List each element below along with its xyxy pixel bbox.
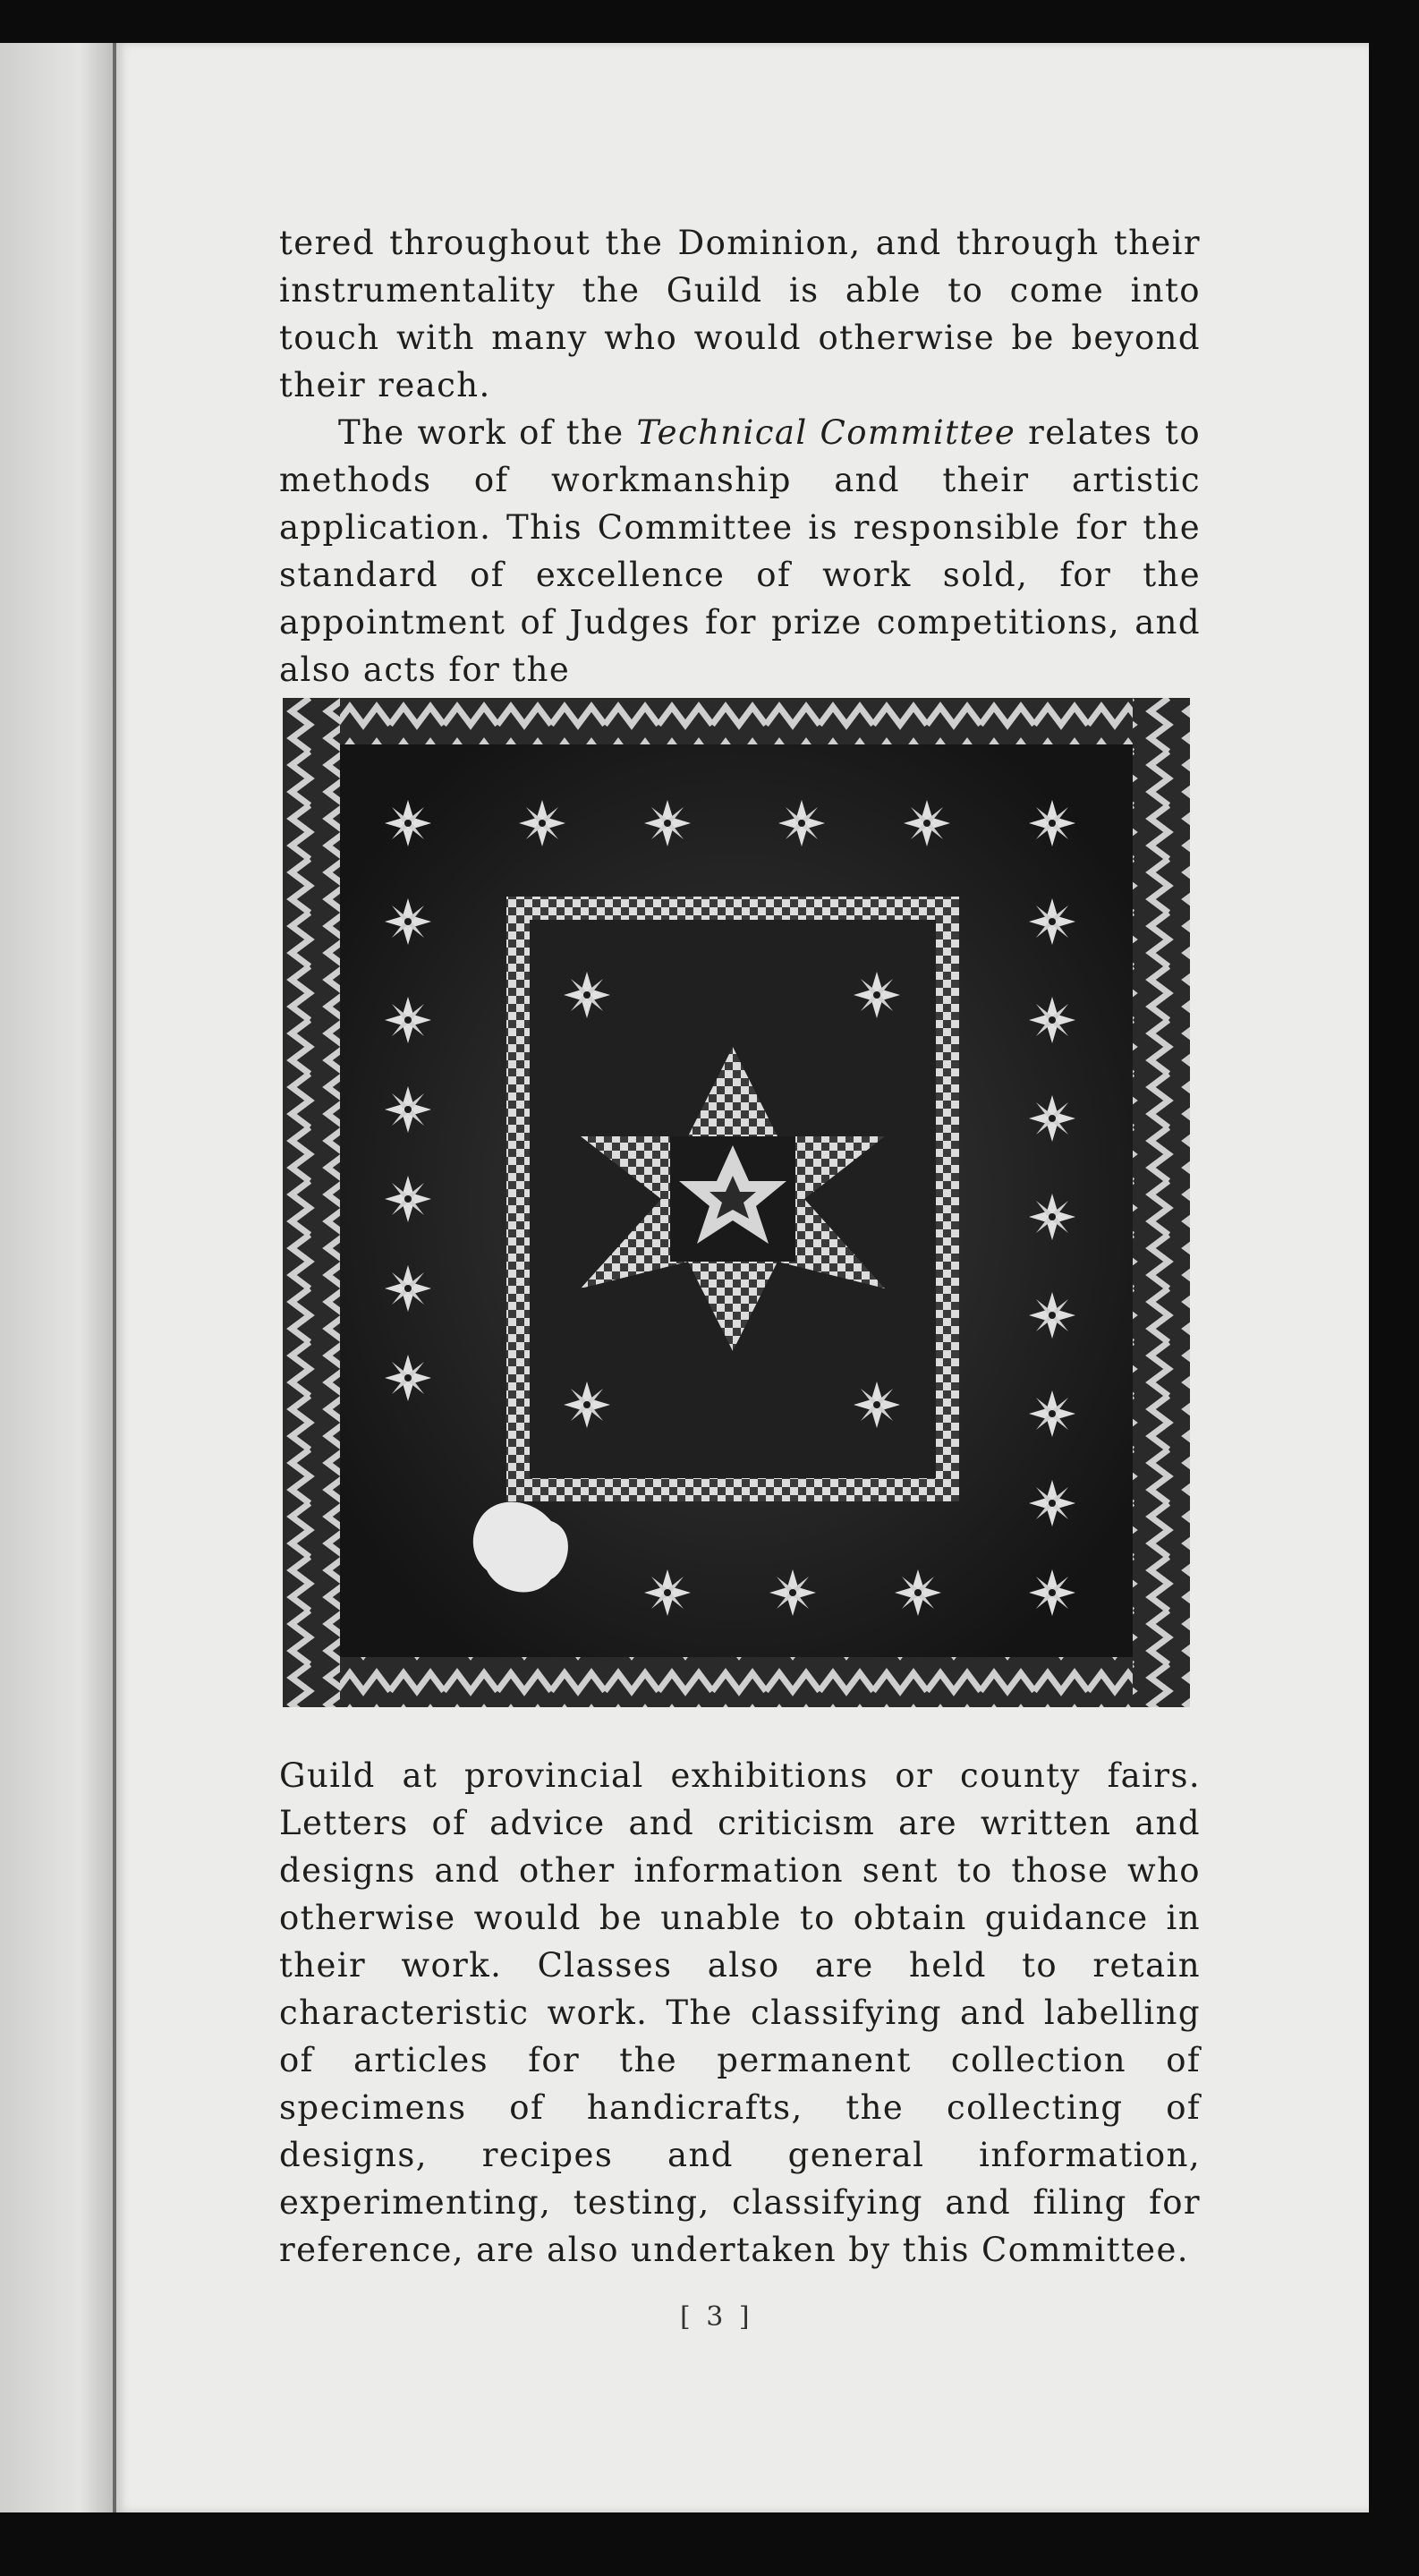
technical-committee-title: Technical Committee: [636, 413, 1016, 452]
facing-page-edge: [0, 43, 115, 2512]
paragraph-continued-after-figure: Guild at provincial exhibitions or county fairs. Letters of advice and criticism are written and designs and other information sent to those who otherwise would be unable to obtain guidance in their work. Classes also are held to retain characteristic work. The classifying and labelling of articles for the permanent collection of specimens of handicrafts, the collecting of designs, recipes and general information, experimenting, testing, classifying and filing for reference, are also undertaken by this Committee.: [279, 1756, 1201, 2269]
hooked-rug-photograph: [283, 698, 1190, 1707]
text-block-bottom: [279, 1752, 1201, 2274]
paragraph-lead: The work of the: [338, 413, 637, 452]
paragraph-technical-committee: [279, 409, 1201, 693]
page-number: [ 3 ]: [680, 2301, 753, 2333]
paragraph-continued: tered throughout the Dominion, and through their instrumentality the Guild is able to come into touch with many who would otherwise be beyond their reach.: [279, 224, 1201, 404]
text-block-top: [279, 219, 1201, 693]
paragraph-body: relates to methods of workmanship and their artistic application. This Committee is responsible for the standard of excellence of work sold, for the appointment of Judges for prize competitions, and also acts for the: [279, 413, 1202, 689]
